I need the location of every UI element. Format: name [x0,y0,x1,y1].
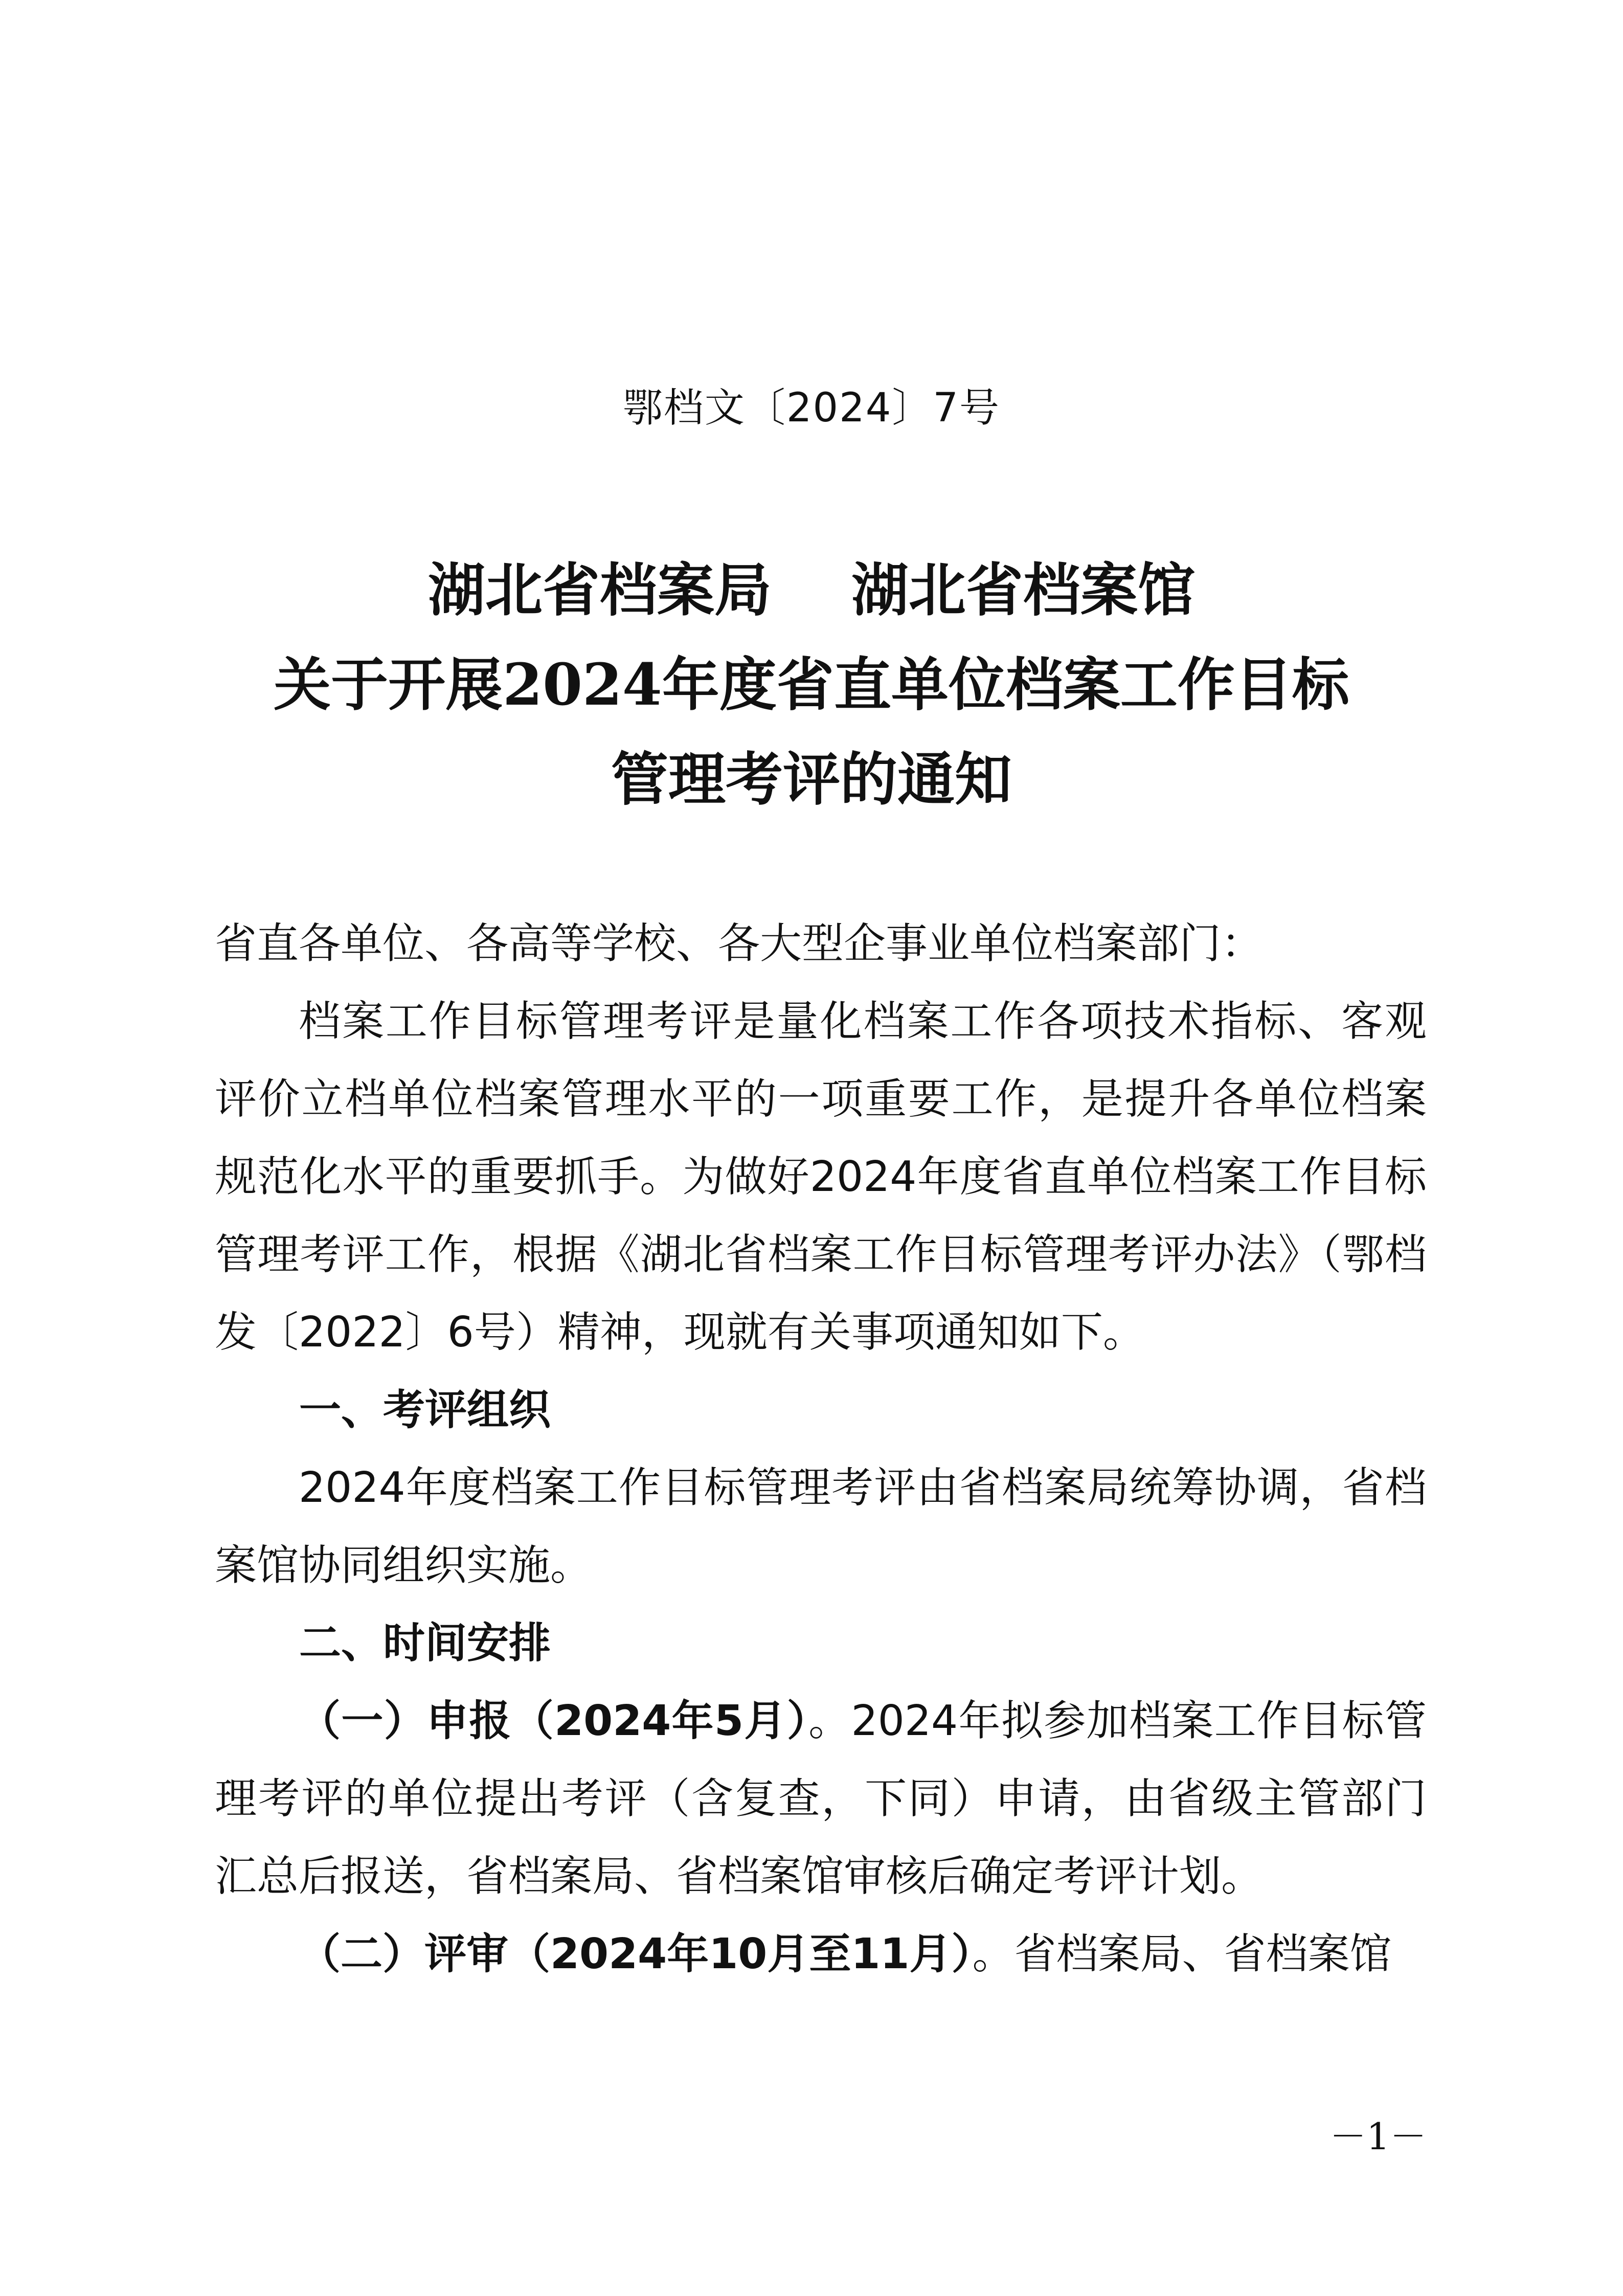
item-1-paragraph [215,1682,1427,1916]
item-2-text: 。省档案局、省档案馆 [972,1930,1392,1978]
title-line-2: 关于开展2024年度省直单位档案工作目标 [274,651,1349,718]
page-number: －1－ [1329,2115,1427,2158]
item-2-paragraph [215,1916,1427,1993]
item-1-text: 。2024年拟参加档案工作目标管理考评的单位提出考评（含复查，下同）申请，由省级主管部门汇总后报送，省档案局、省档案馆审核后确定考评计划。 [215,1697,1427,1901]
item-1-label: （一）申报（2024年5月） [299,1697,809,1745]
title-line-1: 湖北省档案局 湖北省档案馆 [428,557,1195,624]
title-line-3: 管理考评的通知 [611,746,1012,813]
section-1-paragraph: 2024年度档案工作目标管理考评由省档案局统筹协调，省档案馆协同组织实施。 [215,1464,1427,1590]
item-2-label: （二）评审（2024年10月至11月） [299,1930,973,1978]
section-2-heading: 二、时间安排 [299,1619,551,1668]
document-number: 鄂档文〔2024〕7号 [622,385,1001,431]
section-1-heading: 一、考评组织 [299,1386,551,1434]
intro-paragraph: 档案工作目标管理考评是量化档案工作各项技术指标、客观评价立档单位档案管理水平的一项重要工作，是提升各单位档案规范化水平的重要抓手。为做好2024年度省直单位档案工作目标管理考评工作，根据《湖北省档案工作目标管理考评办法》（鄂档发〔2022〕6号）精神，现就有关事项通知如下。 [215,997,1427,1357]
salutation: 省直各单位、各高等学校、各大型企事业单位档案部门： [215,919,1264,968]
